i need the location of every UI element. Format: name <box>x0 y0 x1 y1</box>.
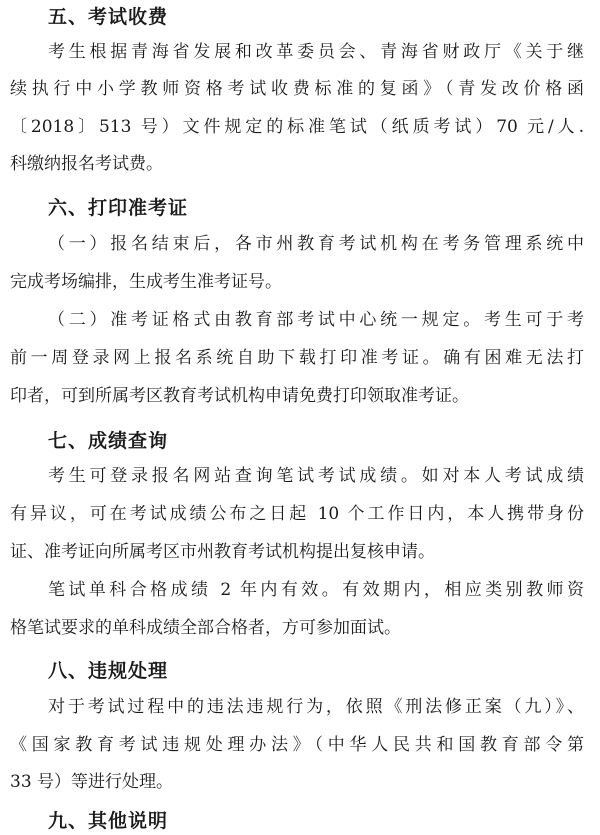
section-7-p1-line-3: 证、准考证向所属考区市州教育考试机构提出复核申请。 <box>10 542 435 562</box>
section-7-p2-line-1: 笔试单科合格成绩 2 年内有效。有效期内，相应类别教师资 <box>48 580 584 600</box>
section-5-line-2: 续执行中小学教师资格考试收费标准的复函》（青发改价格函 <box>10 79 584 99</box>
section-6-p1-line-1: （一）报名结束后，各市州教育考试机构在考务管理系统中 <box>48 234 584 254</box>
section-5-line-3: 〔2018〕513 号）文件规定的标准笔试（纸质考试）70 元/人. <box>10 117 584 137</box>
section-6-p2-line-1: （二）准考证格式由教育部考试中心统一规定。考生可于考 <box>48 310 584 330</box>
section-5-line-1: 考生根据青海省发展和改革委员会、青海省财政厅《关于继 <box>48 42 584 62</box>
section-8-heading: 八、违规处理 <box>48 660 169 682</box>
section-7-p1-line-1: 考生可登录报名网站查询笔试考试成绩。如对本人考试成绩 <box>48 466 584 486</box>
section-8-line-1: 对于考试过程中的违法违规行为，依照《刑法修正案（九）》、 <box>48 697 584 717</box>
section-9-heading: 九、其他说明 <box>48 810 169 832</box>
section-5-heading: 五、考试收费 <box>48 6 169 28</box>
section-8-line-2: 《国家教育考试违规处理办法》（中华人民共和国教育部令第 <box>10 735 584 755</box>
section-7-heading: 七、成绩查询 <box>48 430 169 452</box>
section-8-line-3: 33 号）等进行处理。 <box>10 772 174 792</box>
section-7-p2-line-2: 格笔试要求的单科成绩全部合格者，方可参加面试。 <box>10 618 401 638</box>
section-6-p2-line-3: 印者，可到所属考区教育考试机构申请免费打印领取准考证。 <box>10 386 469 406</box>
section-6-p1-line-2: 完成考场编排，生成考生准考证号。 <box>10 272 282 292</box>
section-6-heading: 六、打印准考证 <box>48 197 189 219</box>
section-7-p1-line-2: 有异议，可在考试成绩公布之日起 10 个工作日内，本人携带身份 <box>10 504 584 524</box>
section-6-p2-line-2: 前一周登录网上报名系统自助下载打印准考证。确有困难无法打 <box>10 348 584 368</box>
section-5-line-4: 科缴纳报名考试费。 <box>10 154 163 174</box>
